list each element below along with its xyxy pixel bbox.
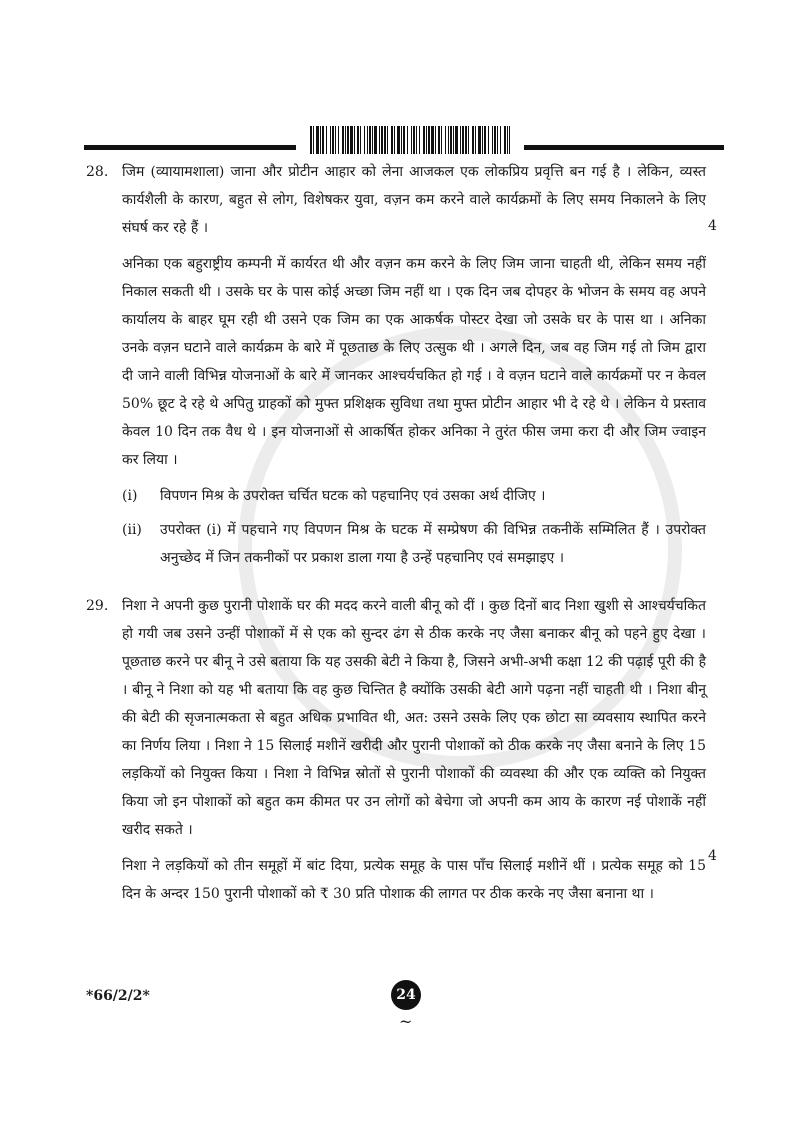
marks-q28: 4 — [708, 218, 717, 234]
question-body-2: निशा ने लड़कियों को तीन समूहों में बांट दिया, प्रत्येक समूह के पास पाँच सिलाई मशीनें थीं । प्रत्येक समूह को 15 दिन के अन्दर 150 पुरानी पोशाकों को ₹ 30 प्रति पोशाक की लागत पर ठीक करके नए जैसा बनाना था । — [122, 858, 706, 902]
question-body: निशा ने अपनी कुछ पुरानी पोशाकें घर की मदद करने वाली बीनू को दीं । कुछ दिनों बाद निशा खुशी से आश्चर्यचकित हो गयी जब उसने उन्हीं पोशाकों में से एक को सुन्दर ढंग से ठीक करके नए जैसा बनाकर बीनू को पहने हुए देखा । पूछताछ करने पर बीनू ने उसे बताया कि यह उसकी बेटी ने किया है, जिसने अभी-अभी कक्षा 12 की पढ़ाई पूरी की है । बीनू ने निशा को यह भी बताया कि वह कुछ चिन्तित है क्योंकि उसकी बेटी आगे पढ़ना नहीं चाहती थी । निशा बीनू की बेटी की सृजनात्मकता से बहुत अधिक प्रभावित थी, अत: उसने उसके लिए एक छोटा सा व्यवसाय स्थापित करने का निर्णय लिया । निशा ने 15 सिलाई मशीनें खरीदी और पुरानी पोशाकों को ठीक करके नए जैसा बनाने के लिए 15 लड़कियों को नियुक्त किया । निशा ने विभिन्न स्रोतों से पुरानी पोशाकों की व्यवस्था की और एक व्यक्ति को नियुक्त किया जो इन पोशाकों को बहुत कम कीमत पर उन लोगों को बेचेगा जो अपनी कम आय के कारण नई पोशाकें नहीं खरीद सकते । — [122, 598, 706, 838]
header-rule-right — [524, 145, 724, 150]
question-intro: जिम (व्यायामशाला) जाना और प्रोटीन आहार को लेना आजकल एक लोकप्रिय प्रवृत्ति बन गई है । लेकिन, व्यस्त कार्यशैली के कारण, बहुत से लोग, विशेषकर युवा, वज़न कम करने वाले कार्यक्रमों के लिए समय निकालने के लिए संघर्ष कर रहे हैं । — [122, 164, 706, 236]
paper-code: *66/2/2* — [86, 988, 150, 1004]
marks-q29: 4 — [708, 848, 717, 864]
sub-question-ii: (ii) उपरोक्त (i) में पहचाने गए विपणन मिश्र के घटक में सम्प्रेषण की विभिन्न तकनीकें सम्मिलित हैं । उपरोक्त अनुच्छेद में जिन तकनीकों पर प्रकाश डाला गया है उन्हें पहचानिए एवं समझाइए । — [122, 522, 706, 566]
question-number: 29. — [86, 598, 109, 614]
page-number-badge — [391, 980, 421, 1010]
question-28 — [86, 158, 706, 572]
footer-tilde: ~ — [399, 1012, 413, 1031]
page-number: 24 — [396, 987, 416, 1003]
question-29 — [86, 592, 706, 908]
barcode — [310, 126, 510, 154]
sub-question-i: (i) विपणन मिश्र के उपरोक्त चर्चित घटक को पहचानिए एवं उसका अर्थ दीजिए । — [122, 488, 546, 504]
question-number: 28. — [86, 164, 109, 180]
header-rule-left — [84, 145, 296, 150]
case-paragraph: अनिका एक बहुराष्ट्रीय कम्पनी में कार्यरत थी और वज़न कम करने के लिए जिम जाना चाहती थी, लेकिन समय नहीं निकाल सकती थी । उसके घर के पास कोई अच्छा जिम नहीं था । एक दिन जब दोपहर के भोजन के समय वह अपने कार्यालय के बाहर घूम रही थी उसने एक जिम का एक आकर्षक पोस्टर देखा जो उसके घर के पास था । अनिका उनके वज़न घटाने वाले कार्यक्रम के बारे में पूछताछ के लिए उत्सुक थी । अगले दिन, जब वह जिम गई तो जिम द्वारा दी जाने वाली विभिन्न योजनाओं के बारे में जानकर आश्चर्यचकित हो गई । वे वज़न घटाने वाले कार्यक्रमों पर न केवल 50% छूट दे रहे थे अपितु ग्राहकों को मुफ्त प्रशिक्षक सुविधा तथा मुफ्त प्रोटीन आहार भी दे रहे थे । लेकिन ये प्रस्ताव केवल 10 दिन तक वैध थे । इन योजनाओं से आकर्षित होकर अनिका ने तुरंत फीस जमा करा दी और जिम ज्वाइन कर लिया । — [122, 256, 706, 468]
